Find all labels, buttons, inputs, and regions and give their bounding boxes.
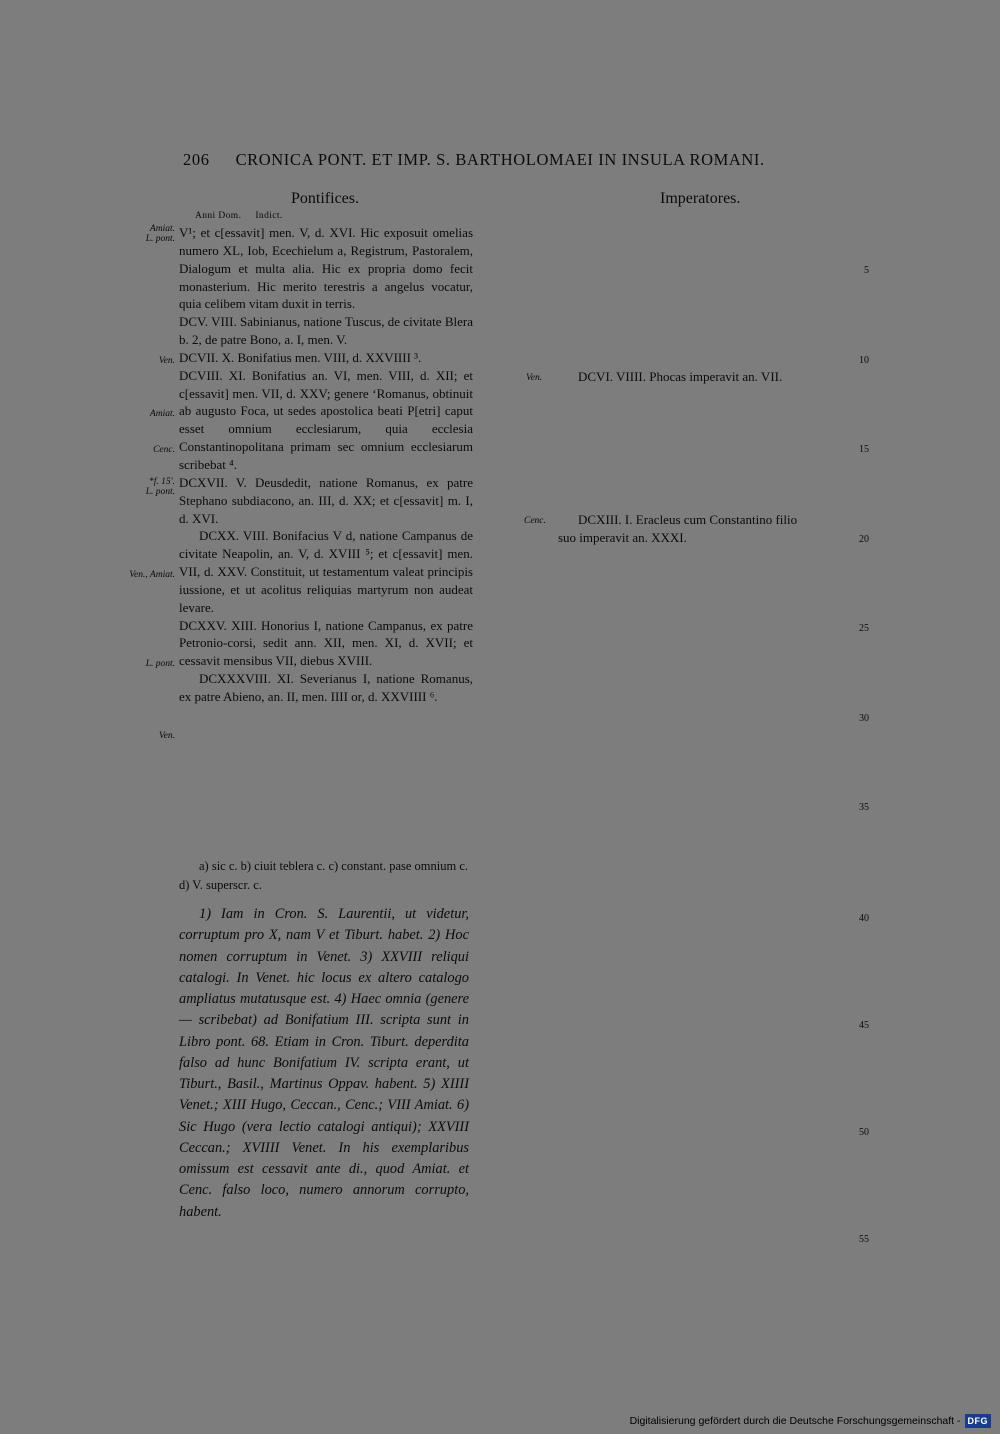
column-heading-imperatores: Imperatores. — [660, 190, 741, 207]
footnote-text: 1) Iam in Cron. S. Laurentii, ut videtur, corruptum pro X, nam V et Tiburt. habet. 2) Hoc nomen corruptum in Venet. 3) XXVIII reliqui catalogi. In Venet. hic locus ex altero catalogo ampliatus mutatusque est. 4) Haec omnia (genere — scribebat) ad Bonifatium III. scripta sunt in Libro pont. 68. Etiam in Cron. Tiburt. deperdita falso ad hunc Bonifatium IV. scripta erant, ut Tiburt., Basil., Martinus Oppav. habent. 5) XIIII Venet.; XIII Hugo, Ceccan., Cenc.; VIII Amiat. 6) Sic Hugo (vera lectio catalogi antiqui); XXVIII Ceccan.; XVIIII Venet. In his exemplaribus omissum est cessavit ante di., quod Amiat. et Cenc. falso loco, numero annorum corrupto, habent. — [179, 906, 469, 1220]
siglum: Ven. — [158, 356, 175, 366]
siglum: Cenc. — [524, 516, 546, 526]
entry-gregorius: V¹; et c[essavit] men. V, d. XVI. Hic exposuit omelias numero XL, Iob, Ecechielum a, Registrum, Pastoralem, Dialogum et multa alia. Hic ex propria domo fecit monasterium. Hic merito terestris a angelus vocatur, quia celibem vitam duxit in terris. — [179, 225, 473, 312]
entry-eracleus: DCXIII. I. Eracleus cum Constantino filio — [578, 512, 798, 527]
siglum: Cenc. — [153, 445, 175, 455]
pontifices-text — [179, 224, 473, 706]
entry-bonifatius-iv: DCVIII. XI. Bonifatius an. VI, men. VIII, d. XII; et c[essavit] men. VII, d. XXV; genere ‘Romanus, obtinuit ab augusto Foca, ut sedes apostolica beati P[etri] caput esset omnium ecclesiarum, quia ecclesia Constantinopolitana primam sec omnium ecclesiarum scribebat ⁴. — [179, 367, 473, 472]
sub-heading-anni: Anni Dom. — [195, 211, 242, 221]
entry-phocas: DCVI. VIIII. Phocas imperavit an. VII. — [578, 369, 783, 384]
entry-sabinianus: DCV. VIII. Sabinianus, natione Tuscus, de civitate Blera b. 2, de patre Bono, a. I, men. V. — [179, 314, 473, 348]
line-number: 25 — [859, 623, 869, 634]
line-number: 45 — [859, 1020, 869, 1031]
column-heading-pontifices: Pontifices. — [291, 190, 359, 207]
entry-bonifacius-v: DCXX. VIII. Bonifacius V d, natione Campanus de civitate Neapolin, an. V, d. XVIII ⁵; et c[essavit] men. VII, d. XXV. Constituit, ut testamentum valeat principis iussione, et ut acolitus reliquias martyrum non audeat levare. — [179, 528, 473, 615]
line-number: 30 — [859, 713, 869, 724]
siglum: Amiat. — [149, 409, 175, 419]
entry-severianus: DCXXXVIII. XI. Severianus I, natione Romanus, ex patre Abieno, an. II, men. IIII or, d. XXVIIII ⁶. — [179, 671, 473, 704]
line-number: 10 — [859, 355, 869, 366]
footer-text: Digitalisierung gefördert durch die Deutsche Forschungsgemeinschaft - — [629, 1414, 961, 1427]
line-number: 5 — [864, 265, 869, 276]
siglum: *f. 15'. — [148, 477, 175, 487]
running-title: CRONICA PONT. ET IMP. S. BARTHOLOMAEI IN INSULA ROMANI. — [235, 150, 765, 169]
sub-heading-indict: Indict. — [255, 211, 283, 221]
siglum: Ven., Amiat. — [129, 570, 175, 580]
critical-apparatus — [179, 857, 473, 895]
page-number: 206 — [183, 150, 210, 169]
dfg-logo: DFG — [965, 1414, 992, 1428]
running-header — [183, 150, 765, 170]
siglum: L. pont. — [145, 487, 175, 497]
siglum: L. pont. — [145, 234, 175, 244]
siglum: Amiat. — [149, 224, 175, 234]
funding-footer — [630, 1410, 991, 1431]
line-number: 35 — [859, 802, 869, 813]
entry-honorius: DCXXV. XIII. Honorius I, natione Campanus, ex patre Petronio-corsi, sedit ann. XII, men. XI, d. XVII; et cessavit mensibus VII, diebus XVIII. — [179, 617, 473, 669]
line-number: 40 — [859, 913, 869, 924]
sub-heading — [195, 211, 283, 221]
line-number: 55 — [859, 1234, 869, 1245]
apparatus-line: a) sic c. b) ciuit teblera c. c) constant. pase omnium c. d) V. superscr. c. — [179, 859, 468, 892]
entry-bonifatius-iii: DCVII. X. Bonifatius men. VIII, d. XXVIIII ³. — [179, 349, 422, 365]
entry-eracleus-cont: suo imperavit an. XXXI. — [558, 530, 687, 545]
entry-deusdedit: DCXVII. V. Deusdedit, natione Romanus, ex patre Stephano subdiacono, an. III, d. XX; et c[essavit] m. I, d. XVI. — [179, 474, 473, 526]
line-number: 15 — [859, 444, 869, 455]
siglum: Ven. — [158, 731, 175, 741]
footnotes — [179, 904, 469, 1223]
line-number: 50 — [859, 1127, 869, 1138]
line-number: 20 — [859, 534, 869, 545]
siglum: L. pont. — [145, 659, 175, 669]
siglum: Ven. — [526, 373, 543, 383]
